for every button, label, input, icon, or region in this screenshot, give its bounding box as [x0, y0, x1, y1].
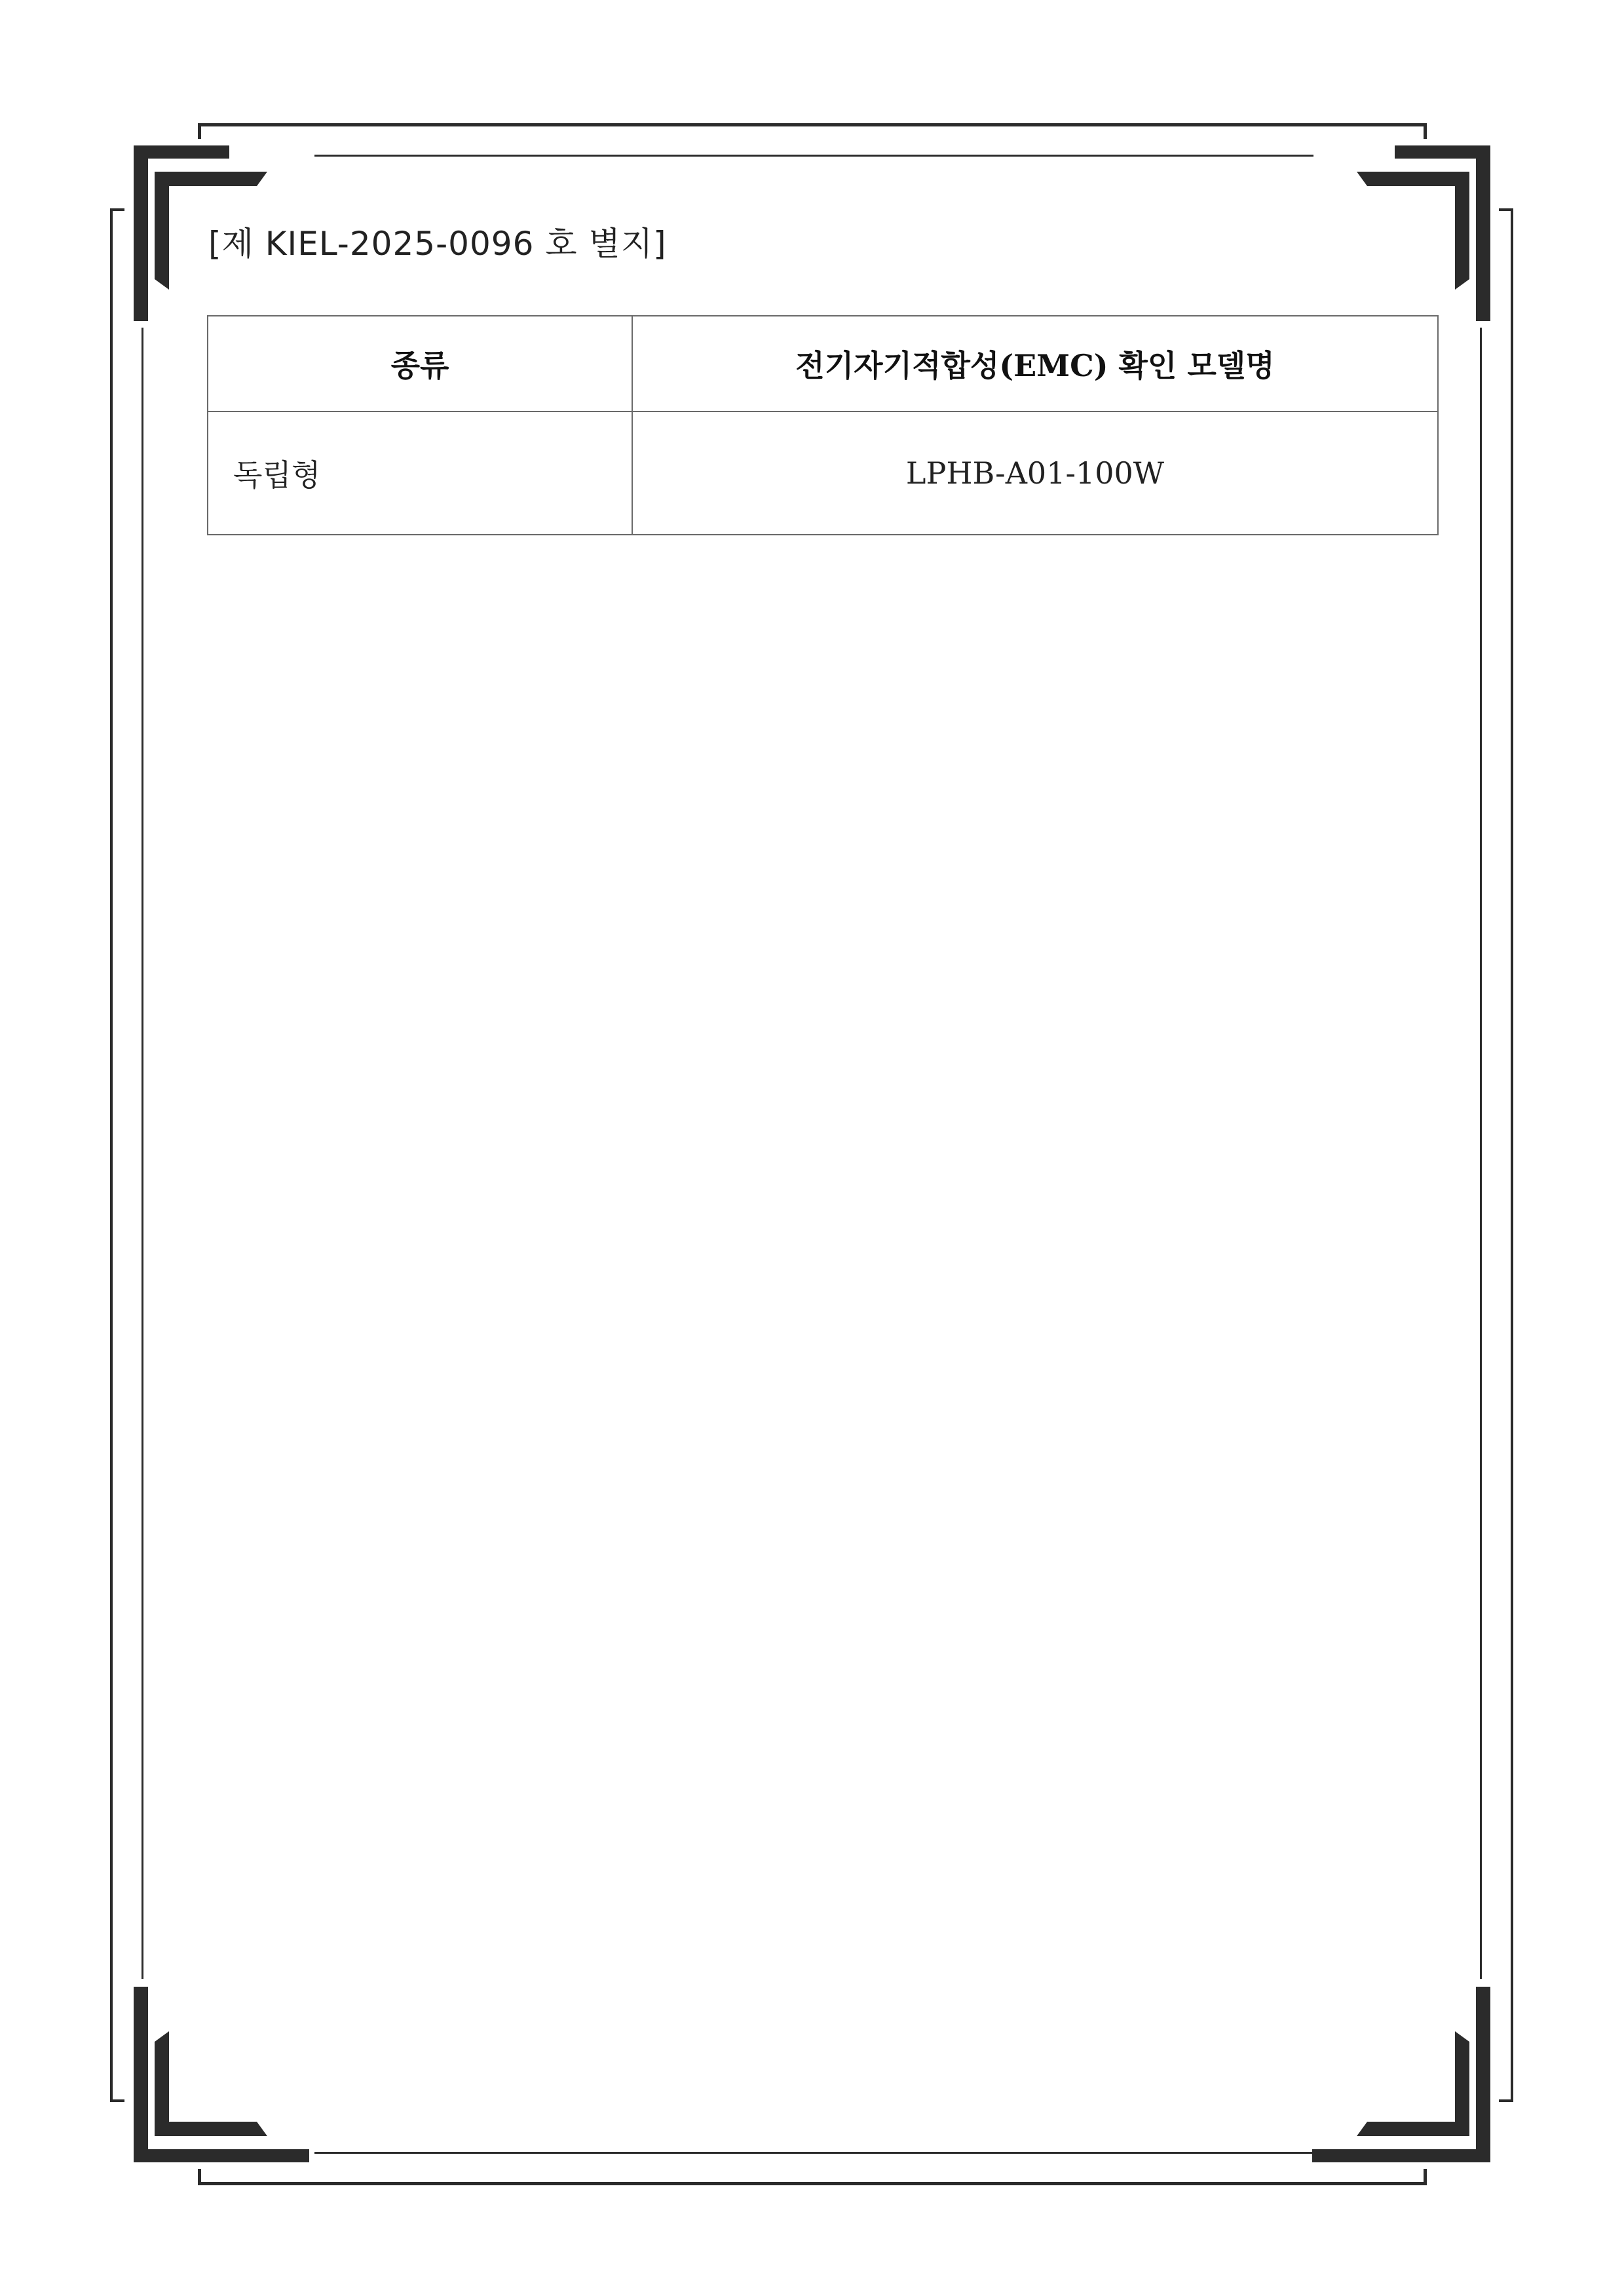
- cell-type: 독립형: [208, 411, 632, 535]
- emc-model-table: [207, 315, 1439, 535]
- header-type: 종류: [208, 316, 632, 411]
- annex-label: [제 KIEL-2025-0096 호 별지]: [208, 225, 667, 263]
- cell-model-name: LPHB-A01-100W: [632, 411, 1438, 535]
- table-header-row: [208, 316, 1438, 411]
- header-model-name: 전기자기적합성(EMC) 확인 모델명: [632, 316, 1438, 411]
- table-row: [208, 411, 1438, 535]
